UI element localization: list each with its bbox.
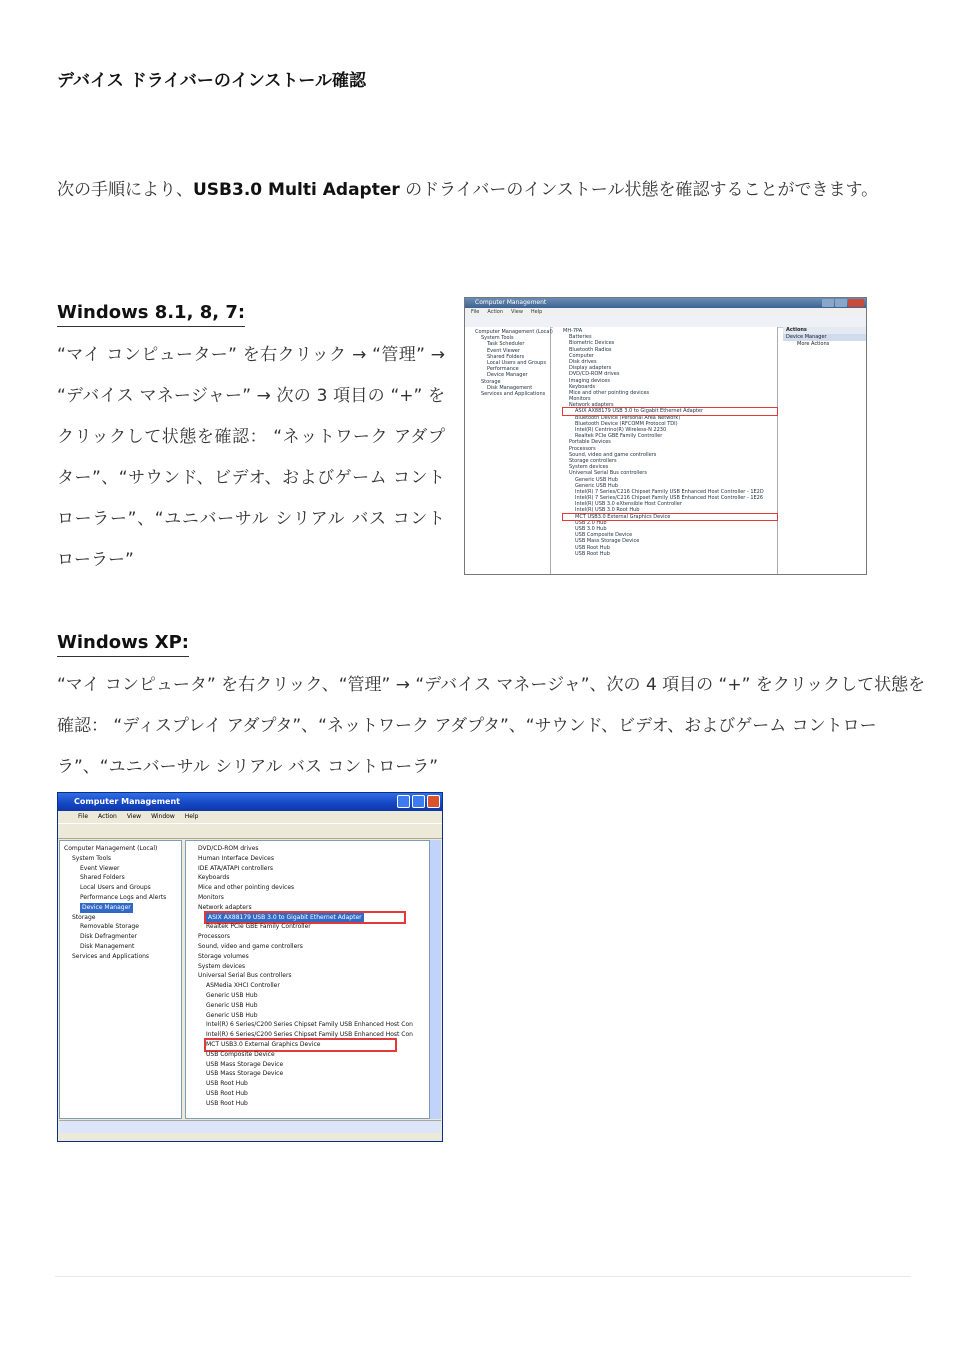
list-item: Realtek PCIe GBE Family Controller <box>575 433 663 440</box>
xp-highlight-graphics: MCT USB3.0 External Graphics Device <box>206 1040 395 1050</box>
win7-highlight-ethernet: ASIX AX88179 USB 3.0 to Gigabit Ethernet Adapter <box>563 408 777 414</box>
list-item: Realtek PCIe GBE Family Controller <box>206 923 311 931</box>
xp-instructions: “マイ コンピュータ” を右クリック、“管理” → “デバイス マネージャ”、次の 4 項目の “+” をクリックして状態を確認： “ディスプレイ アダプタ”、“ネットワーク アダプタ”、“サウンド、ビデオ、およびゲーム コントローラ”、“ユニバーサル シリアル バス コントローラ” <box>57 675 926 777</box>
list-item: USB Root Hub <box>575 544 610 551</box>
list-item: Keyboards <box>569 383 596 390</box>
list-item: Device Manager <box>82 903 131 911</box>
list-item: System devices <box>198 962 246 970</box>
list-item: System devices <box>569 464 609 471</box>
list-item: Disk Defragmenter <box>80 933 138 941</box>
list-item: Intel(R) 6 Series/C200 Series Chipset Family USB Enhanced Host Con <box>206 1031 413 1039</box>
list-item: Monitors <box>198 893 224 901</box>
list-item: Storage volumes <box>198 952 249 960</box>
win7-actions-pane: Actions Device Manager More Actions <box>783 327 866 574</box>
list-item: Intel(R) 7 Series/C216 Chipset Family USB Enhanced Host Controller - 1E2D <box>575 488 764 495</box>
list-item: Display adapters <box>569 365 612 372</box>
win7-console-tree <box>465 327 551 574</box>
list-item: Generic USB Hub <box>206 1011 258 1019</box>
list-item: USB Root Hub <box>206 1089 248 1097</box>
list-item: Storage controllers <box>569 457 617 464</box>
list-item: Event Viewer <box>80 864 120 872</box>
xp-device-list <box>185 840 430 1119</box>
win7-device-list <box>553 327 778 574</box>
list-item: Performance Logs and Alerts <box>80 893 167 901</box>
list-item: DVD/CD-ROM drives <box>198 845 259 852</box>
list-item: Imaging devices <box>569 377 610 384</box>
list-item: Computer Management (Local) <box>64 845 158 852</box>
list-item: Local Users and Groups <box>80 884 151 892</box>
page-title: デバイス ドライバーのインストール確認 <box>57 71 367 91</box>
list-item: Universal Serial Bus controllers <box>569 470 647 477</box>
list-item: Disk Management <box>487 384 533 391</box>
product-name: USB3.0 Multi Adapter <box>193 180 400 200</box>
list-item: USB Root Hub <box>206 1099 248 1107</box>
list-item: Generic USB Hub <box>206 1001 258 1009</box>
list-item <box>198 913 429 923</box>
list-item: Generic USB Hub <box>206 991 258 999</box>
list-item: Services and Applications <box>72 952 150 960</box>
list-item: Device Manager <box>487 372 528 379</box>
win7-heading: Windows 8.1, 8, 7: <box>57 302 245 327</box>
list-item: Event Viewer <box>487 347 520 354</box>
list-item <box>198 1040 429 1050</box>
list-item: Intel(R) USB 3.0 Root Hub <box>575 507 640 514</box>
list-item: Storage <box>72 913 96 921</box>
list-item: Processors <box>198 933 231 941</box>
list-item: Shared Folders <box>80 874 125 882</box>
list-item: USB 2.0 Hub <box>575 519 607 526</box>
xp-horizontal-scrollbar <box>59 1120 441 1133</box>
close-icon <box>848 299 864 307</box>
list-item: Batteries <box>569 334 592 341</box>
list-item: Disk drives <box>569 358 597 365</box>
list-item: USB Mass Storage Device <box>206 1060 284 1068</box>
list-item: USB Root Hub <box>206 1080 248 1088</box>
list-item: Processors <box>569 445 596 452</box>
list-item: Services and Applications <box>481 390 546 397</box>
list-item: USB Composite Device <box>575 532 633 539</box>
list-item: Monitors <box>569 396 591 403</box>
maximize-icon <box>412 795 425 808</box>
list-item: DVD/CD-ROM drives <box>569 371 620 378</box>
xp-menubar: File Action View Window Help <box>78 813 199 820</box>
list-item: USB Composite Device <box>206 1050 275 1058</box>
list-item: Mice and other pointing devices <box>198 884 295 892</box>
list-item: Generic USB Hub <box>575 476 618 483</box>
list-item: System Tools <box>72 854 112 862</box>
list-item: Human Interface Devices <box>198 854 274 862</box>
list-item: Network adapters <box>569 402 614 409</box>
list-item: MH-7PA <box>563 328 583 334</box>
list-item: Task Scheduler <box>487 341 525 348</box>
list-item: USB 3.0 Hub <box>575 526 607 532</box>
xp-vertical-scrollbar <box>430 840 441 1119</box>
list-item: Sound, video and game controllers <box>198 942 303 950</box>
list-item: Bluetooth Device (Personal Area Network) <box>575 414 681 421</box>
list-item: Storage <box>481 378 501 385</box>
list-item: Network adapters <box>198 903 252 911</box>
win7-menubar: File Action View Help <box>465 308 866 317</box>
list-item: Keyboards <box>198 874 230 882</box>
list-item: Computer <box>569 352 594 359</box>
minimize-icon <box>397 795 410 808</box>
list-item: System Tools <box>481 335 514 342</box>
win7-highlight-graphics: MCT USB3.0 External Graphics Device <box>563 514 777 520</box>
list-item: Intel(R) 7 Series/C216 Chipset Family USB Enhanced Host Controller - 1E26 <box>575 495 764 502</box>
list-item: ASMedia XHCI Controller <box>206 982 280 990</box>
xp-titlebar: Computer Management <box>58 793 442 811</box>
list-item: Intel(R) 6 Series/C200 Series Chipset Family USB Enhanced Host Con <box>206 1021 413 1029</box>
xp-console-tree <box>59 840 182 1119</box>
list-item: Computer Management (Local) <box>475 329 553 335</box>
win7-titlebar: Computer Management <box>465 298 866 308</box>
list-item: Removable Storage <box>80 923 139 931</box>
list-item: Performance <box>487 366 519 373</box>
list-item: Bluetooth Radios <box>569 346 612 353</box>
list-item: Intel(R) Centrino(R) Wireless-N 2230 <box>575 427 667 433</box>
minimize-icon <box>822 299 834 307</box>
xp-highlight-ethernet: ASIX AX88179 USB 3.0 to Gigabit Ethernet Adapter <box>206 913 404 923</box>
close-icon <box>427 795 440 808</box>
list-item: Mice and other pointing devices <box>569 389 650 396</box>
list-item: Local Users and Groups <box>487 359 546 366</box>
list-item: USB Mass Storage Device <box>206 1070 284 1078</box>
win7-screenshot <box>464 297 867 575</box>
xp-screenshot <box>57 792 443 1142</box>
win7-instructions: “マイ コンピューター” を右クリック → “管理” → “デバイス マネージャー” → 次の 3 項目の “+” をクリックして状態を確認： “ネットワーク アダプター”、“サウンド、ビデオ、およびゲーム コントローラー”、“ユニバーサル シリアル バス コントローラー” <box>57 345 445 570</box>
list-item: IDE ATA/ATAPI controllers <box>198 864 274 872</box>
list-item: Generic USB Hub <box>575 482 618 489</box>
list-item: Shared Folders <box>487 353 525 360</box>
list-item: Biometric Devices <box>569 340 615 347</box>
list-item: Portable Devices <box>569 439 611 446</box>
list-item: Intel(R) USB 3.0 eXtensible Host Controller <box>575 501 682 508</box>
list-item: Disk Management <box>80 942 135 950</box>
intro-paragraph: 次の手順により、USB3.0 Multi Adapter のドライバーのインストール状態を確認することができます。 <box>57 180 879 200</box>
maximize-icon <box>835 299 847 307</box>
list-item: USB Mass Storage Device <box>575 538 640 545</box>
list-item: Universal Serial Bus controllers <box>198 972 292 980</box>
list-item: Bluetooth Device (RFCOMM Protocol TDI) <box>575 420 678 427</box>
list-item: USB Root Hub <box>575 550 610 557</box>
xp-heading: Windows XP: <box>57 632 189 657</box>
xp-toolbar <box>58 823 442 839</box>
footer-divider <box>55 1276 911 1277</box>
list-item: Sound, video and game controllers <box>569 451 657 458</box>
